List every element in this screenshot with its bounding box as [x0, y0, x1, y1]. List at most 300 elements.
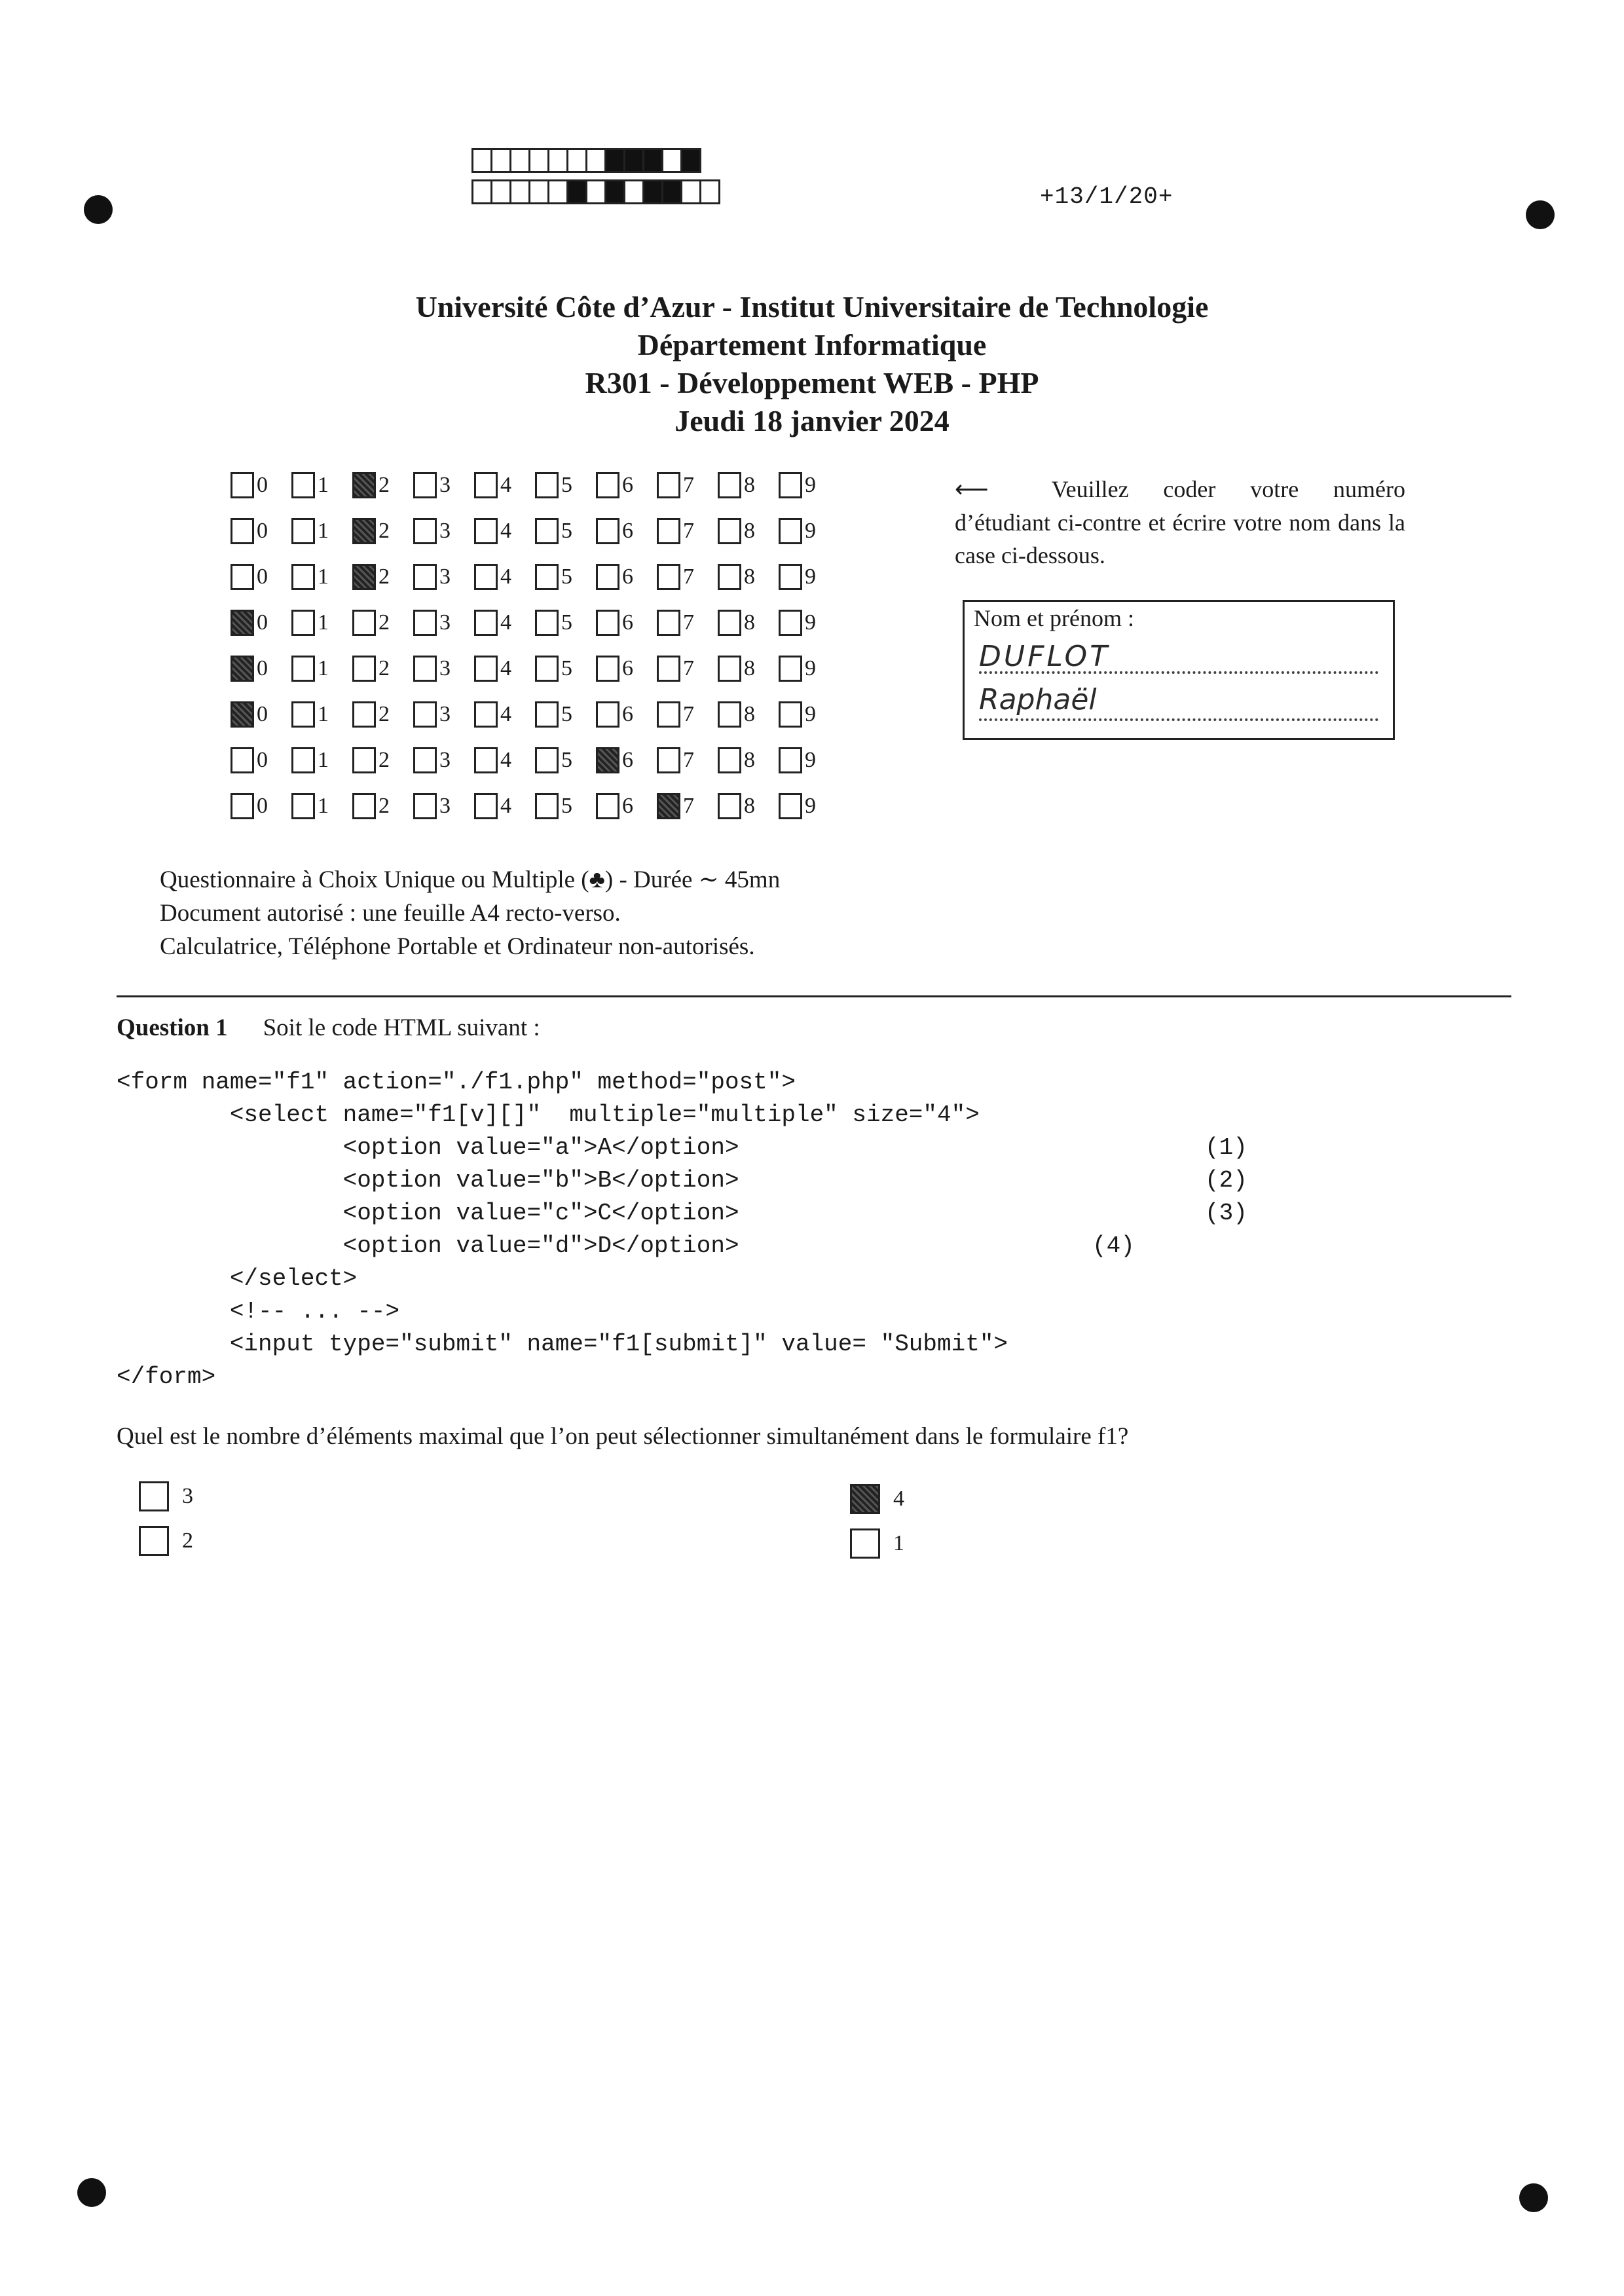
student-digit-option[interactable] — [231, 518, 291, 544]
digit-label: 2 — [378, 794, 390, 818]
answer-option[interactable] — [139, 1526, 193, 1556]
student-grid-row — [231, 462, 840, 508]
digit-label: 0 — [257, 702, 268, 726]
question-1-header — [117, 1014, 540, 1042]
answer-option[interactable] — [850, 1528, 904, 1559]
digit-label: 5 — [561, 565, 572, 589]
digit-label: 5 — [561, 519, 572, 543]
student-digit-option[interactable] — [657, 701, 718, 728]
answer-option[interactable] — [850, 1484, 904, 1514]
digit-checkbox[interactable] — [474, 518, 498, 544]
digit-label: 1 — [318, 610, 329, 635]
student-digit-option[interactable] — [596, 656, 657, 682]
code-line: </select> — [117, 1265, 358, 1292]
student-digit-option[interactable] — [657, 656, 718, 682]
code-line: <form name="f1" action="./f1.php" method="post"> — [117, 1069, 796, 1096]
digit-label: 4 — [500, 473, 511, 497]
digit-label: 1 — [318, 473, 329, 497]
digit-label: 7 — [683, 702, 694, 726]
answer-label: 2 — [182, 1528, 193, 1553]
digit-label: 0 — [257, 473, 268, 497]
student-digit-option[interactable] — [352, 564, 413, 590]
course-title: R301 - Développement WEB - PHP — [585, 366, 1039, 399]
handwritten-last-name: DUFLOT — [979, 640, 1111, 673]
digit-checkbox[interactable] — [291, 656, 315, 682]
digit-checkbox[interactable] — [413, 747, 437, 773]
answer-checkbox[interactable] — [850, 1528, 880, 1559]
code-line: </form> — [117, 1363, 216, 1390]
digit-checkbox[interactable] — [291, 472, 315, 498]
digit-checkbox[interactable] — [657, 701, 680, 728]
student-digit-option[interactable] — [535, 701, 596, 728]
digit-checkbox[interactable] — [718, 564, 741, 590]
student-digit-option[interactable] — [352, 610, 413, 636]
student-digit-option[interactable] — [779, 747, 840, 773]
digit-checkbox[interactable] — [779, 747, 802, 773]
digit-label: 4 — [500, 610, 511, 635]
digit-checkbox[interactable] — [657, 610, 680, 636]
name-box[interactable] — [963, 600, 1395, 740]
digit-label: 8 — [744, 610, 755, 635]
digit-checkbox[interactable] — [352, 656, 376, 682]
digit-checkbox[interactable] — [718, 747, 741, 773]
digit-checkbox[interactable] — [535, 747, 559, 773]
student-digit-option[interactable] — [413, 472, 474, 498]
digit-label: 6 — [622, 610, 633, 635]
digit-label: 3 — [439, 748, 451, 772]
digit-checkbox[interactable] — [657, 472, 680, 498]
answer-label: 3 — [182, 1484, 193, 1508]
student-digit-option[interactable] — [718, 564, 779, 590]
digit-label: 9 — [805, 565, 816, 589]
student-digit-option[interactable] — [413, 564, 474, 590]
student-digit-option[interactable] — [474, 793, 535, 819]
digit-label: 5 — [561, 473, 572, 497]
digit-checkbox[interactable] — [779, 701, 802, 728]
student-digit-option[interactable] — [231, 656, 291, 682]
answer-label: 4 — [893, 1487, 904, 1511]
digit-checkbox[interactable] — [779, 564, 802, 590]
student-grid-row — [231, 600, 840, 646]
digit-label: 9 — [805, 473, 816, 497]
student-digit-option[interactable] — [413, 701, 474, 728]
student-digit-option[interactable] — [352, 701, 413, 728]
digit-label: 1 — [318, 656, 329, 680]
student-digit-option[interactable] — [291, 472, 352, 498]
digit-checkbox[interactable] — [779, 472, 802, 498]
student-digit-option[interactable] — [474, 610, 535, 636]
digit-label: 6 — [622, 656, 633, 680]
digit-checkbox[interactable] — [596, 472, 619, 498]
exam-header — [0, 288, 1624, 440]
student-digit-option[interactable] — [596, 701, 657, 728]
student-grid-row — [231, 692, 840, 737]
coding-instructions-text: Veuillez coder votre numéro d’étudiant ci-contre et écrire votre nom dans la case ci-dessous. — [955, 476, 1405, 568]
digit-label: 0 — [257, 656, 268, 680]
student-digit-option[interactable] — [535, 564, 596, 590]
code-line: <!-- ... --> — [117, 1298, 400, 1325]
digit-label: 8 — [744, 473, 755, 497]
digit-label: 4 — [500, 702, 511, 726]
digit-checkbox-checked[interactable] — [231, 701, 254, 728]
digit-label: 1 — [318, 748, 329, 772]
student-digit-option[interactable] — [779, 472, 840, 498]
digit-label: 2 — [378, 519, 390, 543]
student-digit-option[interactable] — [718, 747, 779, 773]
digit-label: 8 — [744, 519, 755, 543]
student-grid-row — [231, 554, 840, 600]
digit-label: 4 — [500, 519, 511, 543]
digit-checkbox[interactable] — [474, 793, 498, 819]
digit-checkbox[interactable] — [596, 564, 619, 590]
digit-checkbox[interactable] — [779, 656, 802, 682]
digit-checkbox[interactable] — [474, 472, 498, 498]
student-digit-option[interactable] — [779, 564, 840, 590]
rules-line-1: Questionnaire à Choix Unique ou Multiple (♣) - Durée ∼ 45mn — [160, 866, 781, 893]
digit-checkbox[interactable] — [596, 518, 619, 544]
digit-checkbox[interactable] — [413, 610, 437, 636]
digit-checkbox[interactable] — [596, 701, 619, 728]
student-digit-option[interactable] — [779, 701, 840, 728]
code-marker: (3) — [1205, 1200, 1247, 1227]
digit-checkbox[interactable] — [231, 564, 254, 590]
digit-label: 0 — [257, 565, 268, 589]
digit-label: 2 — [378, 473, 390, 497]
student-digit-option[interactable] — [596, 747, 657, 773]
digit-label: 4 — [500, 794, 511, 818]
name-line-1 — [979, 671, 1378, 674]
digit-checkbox[interactable] — [657, 747, 680, 773]
student-digit-option[interactable] — [718, 793, 779, 819]
digit-checkbox[interactable] — [352, 793, 376, 819]
digit-checkbox[interactable] — [535, 518, 559, 544]
registration-dot-bottom-right — [1519, 2183, 1548, 2212]
divider — [117, 995, 1511, 997]
registration-dot-top-left — [84, 195, 113, 224]
digit-checkbox[interactable] — [291, 793, 315, 819]
student-digit-option[interactable] — [474, 518, 535, 544]
student-digit-option[interactable] — [718, 701, 779, 728]
digit-checkbox[interactable] — [657, 518, 680, 544]
digit-checkbox[interactable] — [352, 747, 376, 773]
question-intro: Soit le code HTML suivant : — [263, 1014, 540, 1041]
digit-checkbox[interactable] — [291, 701, 315, 728]
digit-checkbox[interactable] — [352, 610, 376, 636]
digit-label: 8 — [744, 702, 755, 726]
student-digit-option[interactable] — [657, 793, 718, 819]
digit-label: 7 — [683, 519, 694, 543]
digit-label: 3 — [439, 656, 451, 680]
digit-label: 5 — [561, 794, 572, 818]
digit-label: 5 — [561, 702, 572, 726]
student-grid-row — [231, 646, 840, 692]
digit-label: 1 — [318, 702, 329, 726]
digit-label: 2 — [378, 565, 390, 589]
student-digit-option[interactable] — [657, 518, 718, 544]
digit-checkbox[interactable] — [718, 518, 741, 544]
digit-checkbox-checked[interactable] — [352, 564, 376, 590]
student-digit-option[interactable] — [291, 610, 352, 636]
digit-label: 0 — [257, 748, 268, 772]
digit-label: 6 — [622, 473, 633, 497]
digit-checkbox[interactable] — [474, 747, 498, 773]
student-digit-option[interactable] — [718, 518, 779, 544]
question-number: Question 1 — [117, 1014, 228, 1041]
digit-label: 1 — [318, 794, 329, 818]
digit-checkbox[interactable] — [231, 518, 254, 544]
student-digit-option[interactable] — [718, 610, 779, 636]
code-line: <option value="c">C</option> — [117, 1200, 739, 1227]
student-digit-option[interactable] — [231, 610, 291, 636]
digit-label: 6 — [622, 748, 633, 772]
student-digit-option[interactable] — [474, 747, 535, 773]
digit-label: 3 — [439, 519, 451, 543]
digit-checkbox[interactable] — [231, 747, 254, 773]
digit-checkbox[interactable] — [291, 610, 315, 636]
digit-label: 5 — [561, 656, 572, 680]
name-box-label: Nom et prénom : — [974, 605, 1134, 631]
digit-label: 0 — [257, 794, 268, 818]
digit-checkbox[interactable] — [718, 472, 741, 498]
student-digit-option[interactable] — [413, 610, 474, 636]
digit-label: 3 — [439, 565, 451, 589]
digit-label: 7 — [683, 565, 694, 589]
exam-date: Jeudi 18 janvier 2024 — [674, 404, 950, 437]
student-digit-option[interactable] — [474, 656, 535, 682]
digit-label: 5 — [561, 610, 572, 635]
registration-dot-bottom-left — [77, 2178, 106, 2207]
digit-checkbox[interactable] — [718, 610, 741, 636]
digit-label: 1 — [318, 519, 329, 543]
digit-checkbox[interactable] — [413, 564, 437, 590]
student-digit-option[interactable] — [779, 793, 840, 819]
digit-label: 4 — [500, 565, 511, 589]
answer-checkbox[interactable] — [139, 1481, 169, 1511]
digit-label: 9 — [805, 519, 816, 543]
student-digit-option[interactable] — [352, 472, 413, 498]
student-digit-option[interactable] — [535, 472, 596, 498]
student-digit-option[interactable] — [352, 747, 413, 773]
digit-label: 5 — [561, 748, 572, 772]
digit-label: 4 — [500, 656, 511, 680]
student-digit-option[interactable] — [718, 656, 779, 682]
digit-label: 8 — [744, 748, 755, 772]
code-line: <input type="submit" name="f1[submit]" value= "Submit"> — [117, 1331, 1008, 1358]
digit-checkbox[interactable] — [596, 656, 619, 682]
digit-label: 0 — [257, 519, 268, 543]
digit-checkbox[interactable] — [779, 518, 802, 544]
digit-label: 9 — [805, 656, 816, 680]
student-digit-option[interactable] — [657, 564, 718, 590]
student-digit-option[interactable] — [779, 656, 840, 682]
department-title: Département Informatique — [637, 328, 987, 361]
student-digit-option[interactable] — [231, 701, 291, 728]
student-digit-option[interactable] — [779, 518, 840, 544]
student-digit-option[interactable] — [231, 793, 291, 819]
digit-checkbox[interactable] — [657, 656, 680, 682]
sheet-serial: +13/1/20+ — [1040, 183, 1173, 210]
student-digit-option[interactable] — [291, 518, 352, 544]
digit-label: 8 — [744, 794, 755, 818]
digit-checkbox[interactable] — [535, 610, 559, 636]
digit-checkbox[interactable] — [718, 701, 741, 728]
digit-label: 7 — [683, 473, 694, 497]
digit-label: 3 — [439, 794, 451, 818]
student-digit-option[interactable] — [596, 610, 657, 636]
digit-label: 2 — [378, 702, 390, 726]
digit-label: 8 — [744, 656, 755, 680]
student-digit-option[interactable] — [291, 793, 352, 819]
student-digit-option[interactable] — [779, 610, 840, 636]
digit-label: 7 — [683, 610, 694, 635]
student-digit-option[interactable] — [596, 564, 657, 590]
digit-label: 2 — [378, 610, 390, 635]
digit-label: 3 — [439, 610, 451, 635]
answer-checkbox[interactable] — [139, 1526, 169, 1556]
digit-checkbox[interactable] — [231, 472, 254, 498]
digit-checkbox[interactable] — [535, 656, 559, 682]
student-digit-option[interactable] — [657, 472, 718, 498]
digit-checkbox[interactable] — [535, 472, 559, 498]
student-digit-option[interactable] — [231, 564, 291, 590]
digit-checkbox[interactable] — [413, 656, 437, 682]
digit-checkbox-checked[interactable] — [231, 656, 254, 682]
digit-label: 6 — [622, 519, 633, 543]
digit-label: 1 — [318, 565, 329, 589]
digit-label: 7 — [683, 656, 694, 680]
digit-label: 6 — [622, 565, 633, 589]
digit-label: 9 — [805, 748, 816, 772]
answer-label: 1 — [893, 1531, 904, 1555]
student-digit-option[interactable] — [474, 701, 535, 728]
digit-checkbox-checked[interactable] — [596, 747, 619, 773]
student-number-grid — [231, 462, 840, 829]
digit-checkbox-checked[interactable] — [352, 518, 376, 544]
digit-checkbox[interactable] — [474, 656, 498, 682]
code-marker: (4) — [1092, 1232, 1135, 1259]
student-digit-option[interactable] — [231, 472, 291, 498]
digit-checkbox[interactable] — [718, 656, 741, 682]
digit-checkbox[interactable] — [535, 793, 559, 819]
student-grid-row — [231, 508, 840, 554]
digit-checkbox[interactable] — [474, 564, 498, 590]
rules-line-3: Calculatrice, Téléphone Portable et Ordinateur non-autorisés. — [160, 933, 755, 960]
arrow-left-icon: ⟵ — [955, 476, 989, 503]
digit-label: 7 — [683, 794, 694, 818]
digit-label: 9 — [805, 610, 816, 635]
student-digit-option[interactable] — [231, 747, 291, 773]
digit-label: 2 — [378, 748, 390, 772]
digit-checkbox[interactable] — [413, 793, 437, 819]
digit-checkbox[interactable] — [352, 701, 376, 728]
digit-checkbox[interactable] — [535, 701, 559, 728]
student-digit-option[interactable] — [657, 610, 718, 636]
answer-checkbox-checked[interactable] — [850, 1484, 880, 1514]
digit-checkbox[interactable] — [535, 564, 559, 590]
student-digit-option[interactable] — [535, 610, 596, 636]
digit-checkbox[interactable] — [474, 701, 498, 728]
digit-label: 6 — [622, 794, 633, 818]
digit-label: 8 — [744, 565, 755, 589]
answer-option[interactable] — [139, 1481, 193, 1511]
name-line-2 — [979, 718, 1378, 721]
digit-label: 2 — [378, 656, 390, 680]
digit-checkbox[interactable] — [413, 701, 437, 728]
student-digit-option[interactable] — [291, 564, 352, 590]
digit-checkbox[interactable] — [474, 610, 498, 636]
digit-label: 0 — [257, 610, 268, 635]
digit-checkbox[interactable] — [779, 610, 802, 636]
registration-dot-top-right — [1526, 200, 1555, 229]
digit-checkbox[interactable] — [291, 564, 315, 590]
student-digit-option[interactable] — [535, 747, 596, 773]
digit-checkbox-checked[interactable] — [231, 610, 254, 636]
code-marker: (1) — [1205, 1134, 1247, 1161]
digit-checkbox[interactable] — [596, 793, 619, 819]
student-digit-option[interactable] — [474, 472, 535, 498]
student-digit-option[interactable] — [413, 747, 474, 773]
student-digit-option[interactable] — [596, 472, 657, 498]
digit-checkbox-checked[interactable] — [657, 793, 680, 819]
student-digit-option[interactable] — [413, 656, 474, 682]
digit-checkbox[interactable] — [413, 472, 437, 498]
digit-label: 3 — [439, 473, 451, 497]
student-digit-option[interactable] — [596, 793, 657, 819]
student-digit-option[interactable] — [352, 656, 413, 682]
digit-checkbox-checked[interactable] — [352, 472, 376, 498]
student-digit-option[interactable] — [352, 518, 413, 544]
digit-label: 4 — [500, 748, 511, 772]
digit-checkbox[interactable] — [596, 610, 619, 636]
student-digit-option[interactable] — [352, 793, 413, 819]
student-digit-option[interactable] — [718, 472, 779, 498]
student-digit-option[interactable] — [596, 518, 657, 544]
digit-label: 3 — [439, 702, 451, 726]
coding-instructions — [955, 473, 1405, 572]
digit-label: 7 — [683, 748, 694, 772]
student-digit-option[interactable] — [413, 793, 474, 819]
student-digit-option[interactable] — [535, 518, 596, 544]
student-digit-option[interactable] — [291, 747, 352, 773]
digit-checkbox[interactable] — [779, 793, 802, 819]
student-digit-option[interactable] — [535, 656, 596, 682]
digit-label: 9 — [805, 702, 816, 726]
student-grid-row — [231, 737, 840, 783]
university-title: Université Côte d’Azur - Institut Universitaire de Technologie — [415, 290, 1209, 324]
exam-rules — [160, 863, 780, 963]
student-digit-option[interactable] — [535, 793, 596, 819]
handwritten-first-name: Raphaël — [979, 683, 1097, 716]
code-line: <option value="d">D</option> — [117, 1232, 739, 1259]
code-line: <option value="b">B</option> — [117, 1167, 739, 1194]
digit-checkbox[interactable] — [413, 518, 437, 544]
code-line: <option value="a">A</option> — [117, 1134, 739, 1161]
student-digit-option[interactable] — [474, 564, 535, 590]
digit-checkbox[interactable] — [231, 793, 254, 819]
digit-checkbox[interactable] — [657, 564, 680, 590]
student-digit-option[interactable] — [291, 656, 352, 682]
student-grid-row — [231, 783, 840, 829]
student-digit-option[interactable] — [291, 701, 352, 728]
digit-checkbox[interactable] — [718, 793, 741, 819]
digit-checkbox[interactable] — [291, 747, 315, 773]
code-marker: (2) — [1205, 1167, 1247, 1194]
digit-label: 9 — [805, 794, 816, 818]
student-digit-option[interactable] — [413, 518, 474, 544]
digit-checkbox[interactable] — [291, 518, 315, 544]
student-digit-option[interactable] — [657, 747, 718, 773]
code-line: <select name="f1[v][]" multiple="multiple" size="4"> — [117, 1102, 980, 1128]
